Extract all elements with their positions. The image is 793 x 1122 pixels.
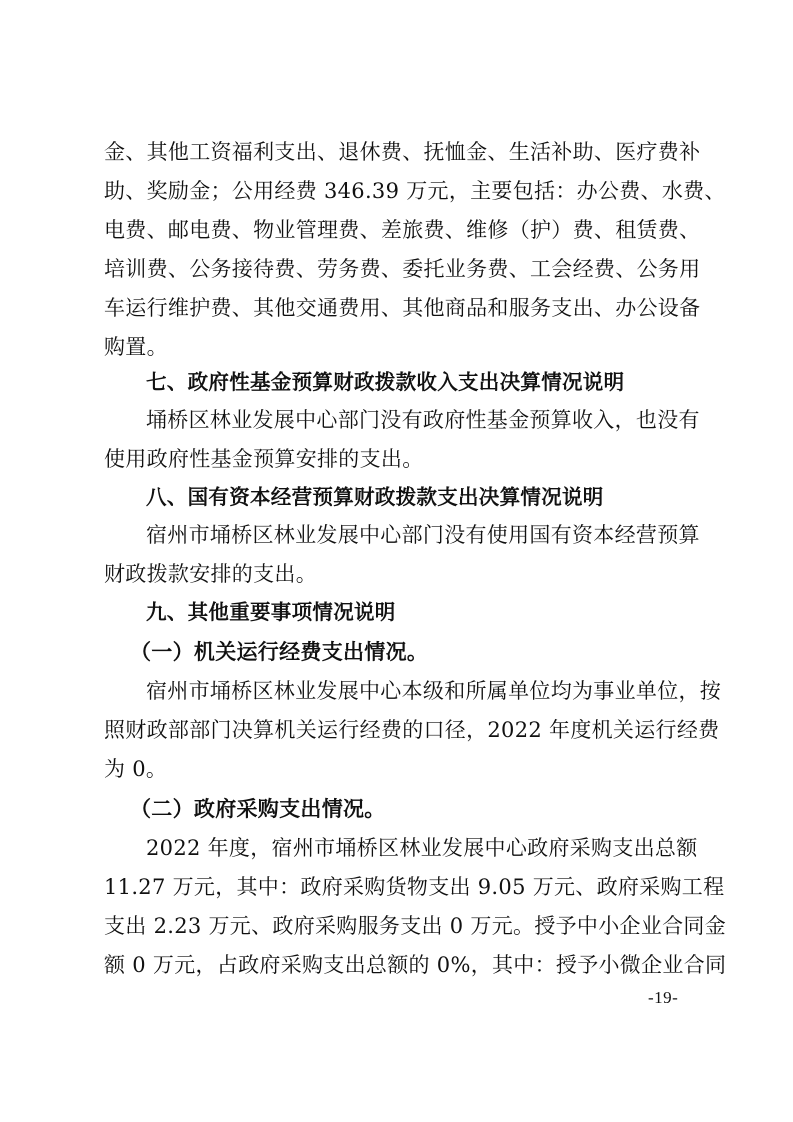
body-line-8: 使用政府性基金预算安排的支出。 (104, 447, 424, 471)
body-line-3: 电费、邮电费、物业管理费、差旅费、维修（护）费、租赁费、 (104, 218, 701, 242)
body-line-14: 2022 年度，宿州市埇桥区林业发展中心政府采购支出总额 (146, 836, 698, 860)
body-line-16: 支出 2.23 万元、政府采购服务支出 0 万元。授予中小企业合同金 (104, 914, 727, 938)
body-line-17: 额 0 万元，占政府采购支出总额的 0%，其中：授予小微企业合同 (104, 953, 727, 977)
body-line-10: 财政拨款安排的支出。 (104, 562, 317, 586)
body-line-1: 金、其他工资福利支出、退休费、抚恤金、生活补助、医疗费补 (104, 140, 701, 164)
page-number: -19- (648, 988, 679, 1007)
section-heading-7: 七、政府性基金预算财政拨款收入支出决算情况说明 (146, 370, 625, 394)
section-heading-9: 九、其他重要事项情况说明 (146, 600, 396, 624)
body-line-13: 为 0。 (104, 757, 168, 781)
body-line-9: 宿州市埇桥区林业发展中心部门没有使用国有资本经营预算 (146, 523, 700, 547)
body-line-7: 埇桥区林业发展中心部门没有政府性基金预算收入，也没有 (146, 408, 700, 432)
subsection-heading-2: （二）政府采购支出情况。 (130, 797, 386, 821)
body-line-5: 车运行维护费、其他交通费用、其他商品和服务支出、办公设备 (104, 296, 701, 320)
section-heading-8: 八、国有资本经营预算财政拨款支出决算情况说明 (146, 485, 604, 509)
body-line-2: 助、奖励金；公用经费 346.39 万元，主要包括：办公费、水费、 (104, 179, 726, 203)
body-line-12: 照财政部部门决算机关运行经费的口径，2022 年度机关运行经费 (104, 718, 720, 742)
body-line-11: 宿州市埇桥区林业发展中心本级和所属单位均为事业单位，按 (146, 679, 722, 703)
body-line-15: 11.27 万元，其中：政府采购货物支出 9.05 万元、政府采购工程 (104, 875, 725, 899)
subsection-heading-1: （一）机关运行经费支出情况。 (130, 640, 429, 664)
body-line-4: 培训费、公务接待费、劳务费、委托业务费、工会经费、公务用 (104, 257, 701, 281)
body-line-6: 购置。 (104, 335, 168, 359)
